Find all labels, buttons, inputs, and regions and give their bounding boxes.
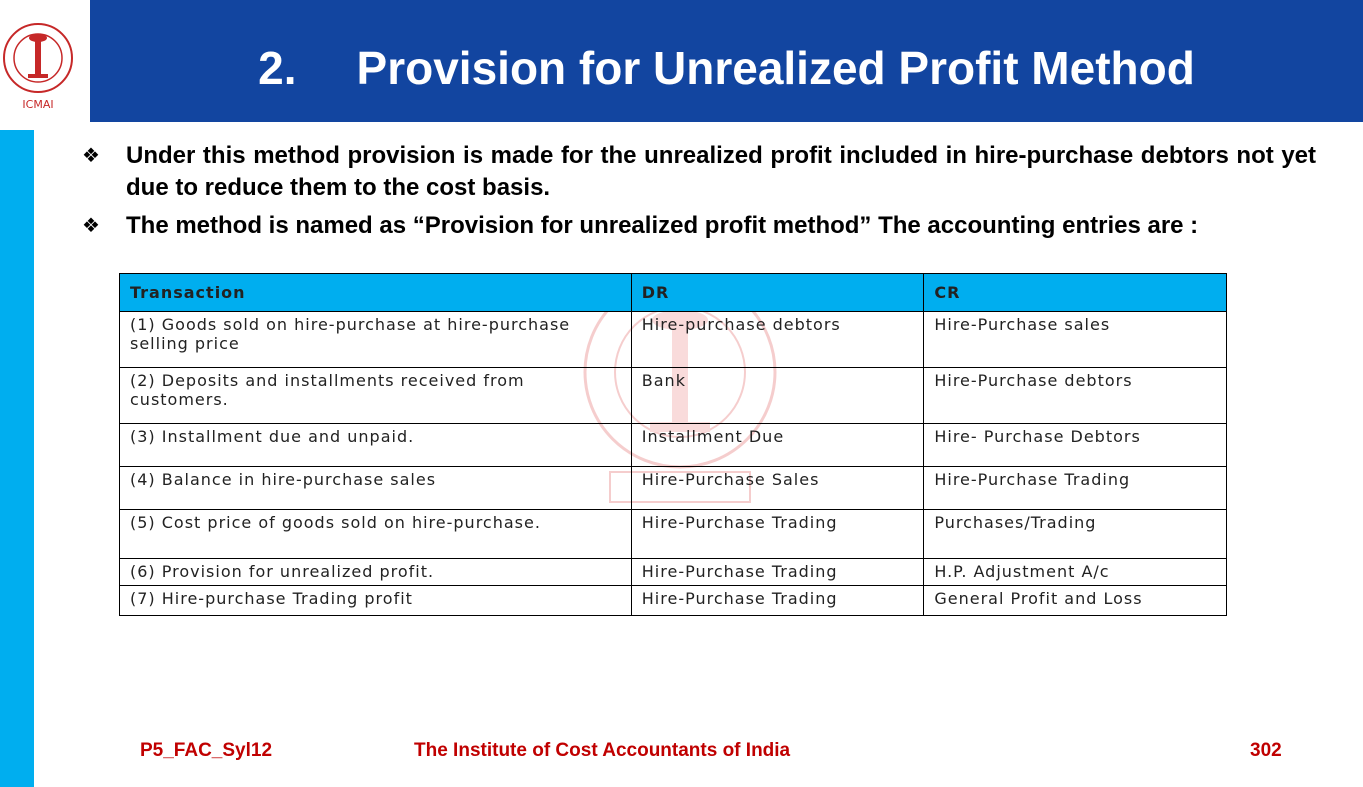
table-row [120, 467, 1227, 510]
bullet-item [82, 210, 1316, 242]
institute-emblem-icon [0, 0, 90, 122]
cr-cell: Hire-Purchase debtors [924, 368, 1227, 424]
table-row [120, 312, 1227, 368]
bullet-text: Under this method provision is made for the unrealized profit included in hire-purchase debtors not yet due to reduce them to the cost basis. [126, 142, 1316, 201]
bullet-list [82, 140, 1316, 248]
footer-institute-name: The Institute of Cost Accountants of India [414, 740, 791, 761]
transaction-cell: (3) Installment due and unpaid. [120, 424, 632, 467]
diamond-bullet-icon: ❖ [82, 215, 100, 237]
cr-cell: General Profit and Loss [924, 586, 1227, 616]
title-text: Provision for Unrealized Profit Method [356, 42, 1195, 94]
table-row [120, 559, 1227, 586]
title-number: 2. [258, 42, 297, 94]
table-row [120, 510, 1227, 559]
slide-title [90, 40, 1363, 96]
table-row [120, 368, 1227, 424]
transaction-cell: (6) Provision for unrealized profit. [120, 559, 632, 586]
diamond-bullet-icon: ❖ [82, 145, 100, 167]
column-header-dr: DR [631, 274, 924, 312]
dr-cell: Installment Due [631, 424, 924, 467]
cr-cell: Hire-Purchase Trading [924, 467, 1227, 510]
table-row [120, 586, 1227, 616]
dr-cell: Hire-Purchase Sales [631, 467, 924, 510]
transaction-cell: (7) Hire-purchase Trading profit [120, 586, 632, 616]
bullet-item [82, 140, 1316, 204]
cr-cell: Purchases/Trading [924, 510, 1227, 559]
transaction-cell: (4) Balance in hire-purchase sales [120, 467, 632, 510]
left-accent-strip [0, 130, 34, 787]
transaction-cell: (1) Goods sold on hire-purchase at hire-purchase selling price [120, 312, 632, 368]
footer-course-code: P5_FAC_Syl12 [140, 740, 273, 761]
table-row [120, 424, 1227, 467]
column-header-transaction: Transaction [120, 274, 632, 312]
table-header-row [120, 274, 1227, 312]
dr-cell: Hire-purchase debtors [631, 312, 924, 368]
institute-logo [0, 0, 90, 122]
cr-cell: Hire-Purchase sales [924, 312, 1227, 368]
dr-cell: Hire-Purchase Trading [631, 586, 924, 616]
dr-cell: Bank [631, 368, 924, 424]
dr-cell: Hire-Purchase Trading [631, 510, 924, 559]
column-header-cr: CR [924, 274, 1227, 312]
cr-cell: H.P. Adjustment A/c [924, 559, 1227, 586]
transaction-cell: (5) Cost price of goods sold on hire-purchase. [120, 510, 632, 559]
cr-cell: Hire- Purchase Debtors [924, 424, 1227, 467]
footer-page-number: 302 [1250, 740, 1282, 761]
transaction-cell: (2) Deposits and installments received from customers. [120, 368, 632, 424]
bullet-text: The method is named as “Provision for unrealized profit method” The accounting entries are : [126, 212, 1199, 239]
svg-text:ICMAI: ICMAI [22, 98, 54, 111]
accounting-entries-table [119, 273, 1227, 616]
dr-cell: Hire-Purchase Trading [631, 559, 924, 586]
